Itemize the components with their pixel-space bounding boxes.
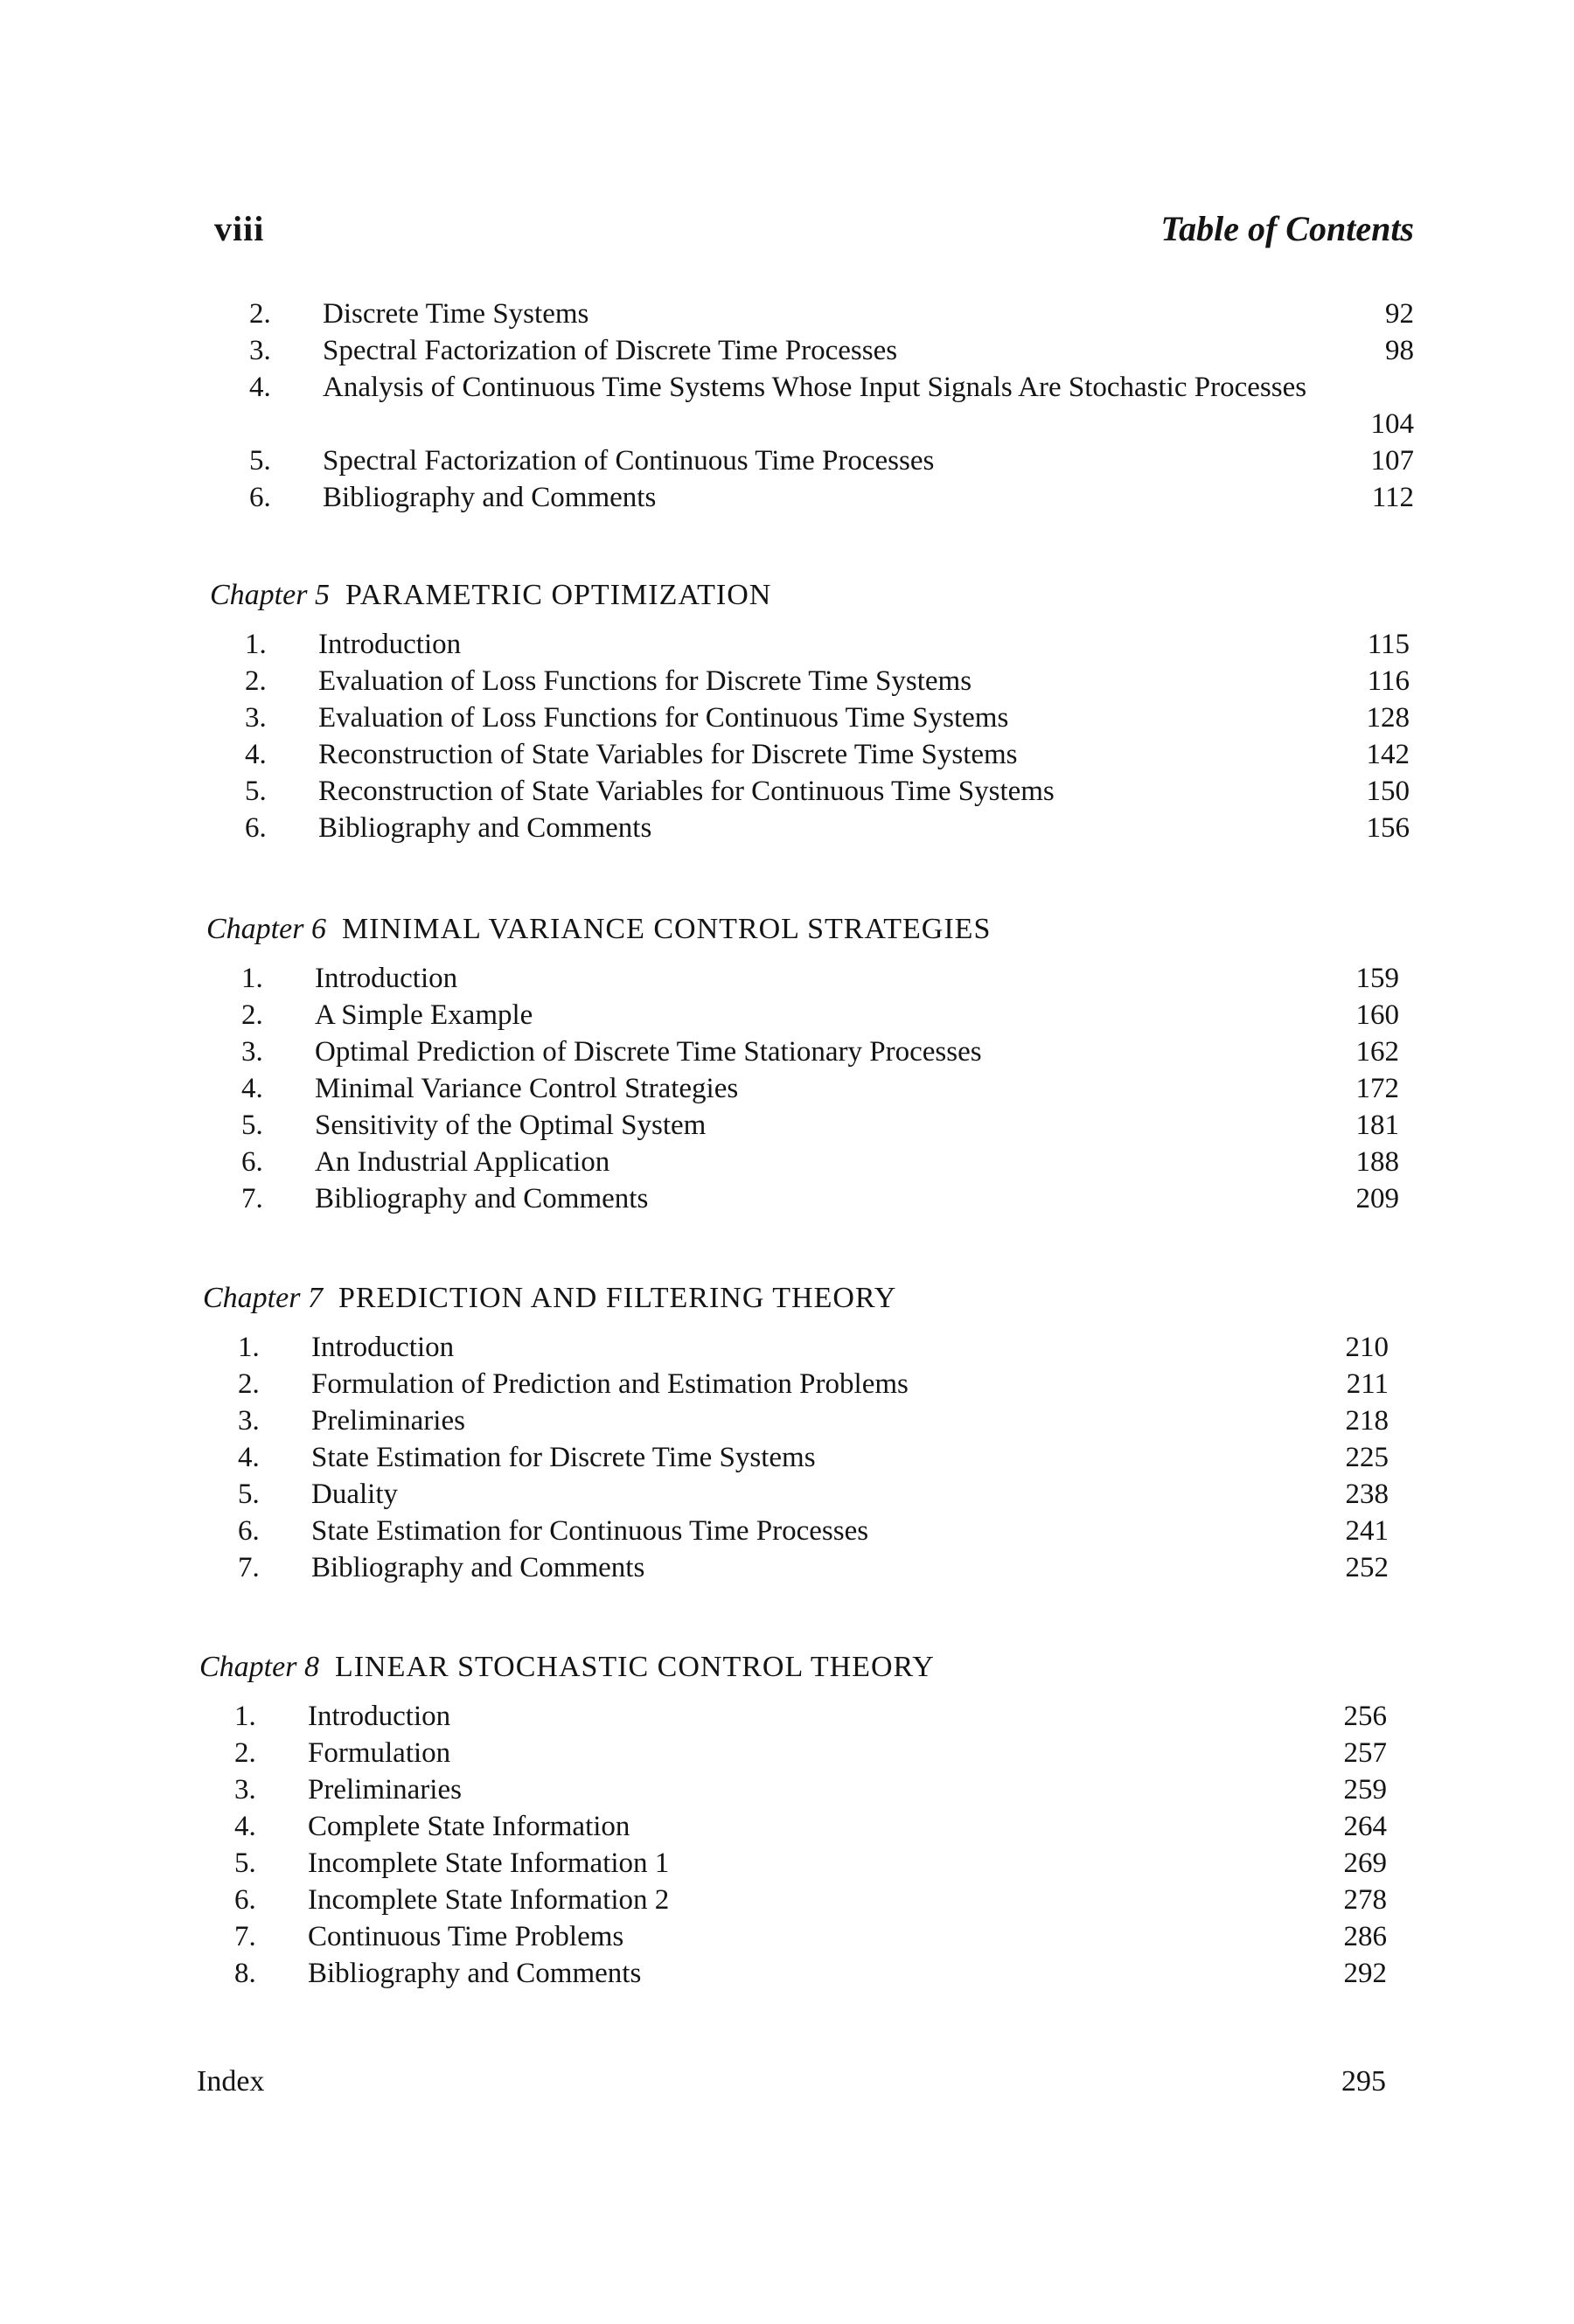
chapter-heading bbox=[206, 911, 1399, 948]
toc-entry bbox=[210, 810, 1410, 846]
entry-page: 142 bbox=[1366, 739, 1410, 770]
page-number: viii bbox=[214, 209, 265, 248]
chapter-entries bbox=[203, 1329, 1389, 1586]
entry-title: Reconstruction of State Variables for Discrete Time Systems bbox=[318, 739, 1018, 770]
entry-page: 160 bbox=[1355, 999, 1399, 1031]
chapter-title: PARAMETRIC OPTIMIZATION bbox=[345, 579, 772, 611]
toc-entry bbox=[203, 1402, 1389, 1439]
entry-page: 172 bbox=[1355, 1073, 1399, 1104]
entry-number: 4. bbox=[241, 1073, 263, 1104]
entry-number: 4. bbox=[249, 372, 271, 403]
entry-title: Continuous Time Problems bbox=[308, 1921, 624, 1952]
toc-entry bbox=[199, 1808, 1387, 1845]
toc-entry bbox=[214, 332, 1414, 369]
entry-title: Spectral Factorization of Continuous Time Processes bbox=[323, 445, 935, 477]
entry-page: 188 bbox=[1355, 1146, 1399, 1178]
entry-page: 115 bbox=[1367, 629, 1410, 660]
entry-title: Bibliography and Comments bbox=[311, 1552, 645, 1583]
entry-number: 5. bbox=[234, 1847, 256, 1879]
entry-number: 4. bbox=[245, 739, 267, 770]
entry-title: Incomplete State Information 2 bbox=[308, 1884, 670, 1916]
entry-page: 210 bbox=[1345, 1332, 1389, 1363]
chapter-label: Chapter 5 bbox=[210, 579, 330, 611]
entry-page: 211 bbox=[1346, 1368, 1389, 1400]
entry-title: Bibliography and Comments bbox=[315, 1183, 649, 1214]
chapter-section bbox=[203, 1280, 1389, 1586]
running-title: Table of Contents bbox=[1160, 209, 1414, 248]
entry-page: 256 bbox=[1343, 1701, 1387, 1732]
entry-number: 7. bbox=[241, 1183, 263, 1214]
toc-entry bbox=[206, 1144, 1399, 1180]
toc-entry bbox=[214, 442, 1414, 479]
entry-page: 112 bbox=[1371, 482, 1414, 513]
entry-title: Introduction bbox=[318, 629, 462, 660]
entry-number: 5. bbox=[241, 1110, 263, 1141]
entry-title: Optimal Prediction of Discrete Time Stationary Processes bbox=[315, 1036, 982, 1068]
entry-number: 2. bbox=[241, 999, 263, 1031]
toc-entry bbox=[210, 626, 1410, 663]
entry-page: 150 bbox=[1366, 776, 1410, 807]
entry-page: 116 bbox=[1367, 665, 1410, 697]
toc-entry bbox=[210, 736, 1410, 773]
entry-number: 3. bbox=[234, 1774, 256, 1806]
entry-number: 3. bbox=[238, 1405, 260, 1437]
entry-number: 6. bbox=[249, 482, 271, 513]
entry-title: Minimal Variance Control Strategies bbox=[315, 1073, 739, 1104]
toc-entry bbox=[199, 1698, 1387, 1735]
entry-number: 8. bbox=[234, 1958, 256, 1989]
entry-title: Reconstruction of State Variables for Continuous Time Systems bbox=[318, 776, 1055, 807]
chapter-heading bbox=[199, 1649, 1387, 1686]
entry-page: 238 bbox=[1345, 1479, 1389, 1510]
toc-entry bbox=[199, 1918, 1387, 1955]
entry-title: Preliminaries bbox=[308, 1774, 462, 1806]
entry-number: 6. bbox=[234, 1884, 256, 1916]
toc-entry bbox=[199, 1845, 1387, 1882]
entry-title: Complete State Information bbox=[308, 1811, 630, 1842]
entry-page: 264 bbox=[1343, 1811, 1387, 1842]
toc-entry bbox=[214, 479, 1414, 516]
entry-number: 3. bbox=[249, 335, 271, 366]
chapter-label: Chapter 6 bbox=[206, 913, 326, 945]
entry-number: 5. bbox=[238, 1479, 260, 1510]
chapter-heading bbox=[203, 1280, 1389, 1317]
entry-number: 2. bbox=[234, 1737, 256, 1769]
entry-title: State Estimation for Discrete Time Systems bbox=[311, 1442, 816, 1473]
chapter-title: LINEAR STOCHASTIC CONTROL THEORY bbox=[334, 1651, 935, 1683]
entry-number: 1. bbox=[241, 963, 263, 994]
entry-title: Bibliography and Comments bbox=[308, 1958, 642, 1989]
toc-entry bbox=[203, 1439, 1389, 1476]
entry-page: 252 bbox=[1345, 1552, 1389, 1583]
index-label: Index bbox=[197, 2065, 265, 2098]
toc-entry bbox=[203, 1513, 1389, 1549]
toc-entry bbox=[210, 663, 1410, 699]
entry-page: 259 bbox=[1343, 1774, 1387, 1806]
entry-title: Sensitivity of the Optimal System bbox=[315, 1110, 707, 1141]
entry-title: Evaluation of Loss Functions for Discrete Time Systems bbox=[318, 665, 972, 697]
entry-number: 1. bbox=[238, 1332, 260, 1363]
chapter-section bbox=[199, 1649, 1387, 1992]
toc-entry bbox=[210, 773, 1410, 810]
entry-title: Preliminaries bbox=[311, 1405, 465, 1437]
entry-number: 7. bbox=[234, 1921, 256, 1952]
entry-title: Formulation bbox=[308, 1737, 451, 1769]
entry-number: 2. bbox=[249, 298, 271, 330]
entry-page: 104 bbox=[1370, 408, 1414, 440]
toc-entry bbox=[206, 997, 1399, 1033]
entry-number: 2. bbox=[245, 665, 267, 697]
entry-number: 4. bbox=[238, 1442, 260, 1473]
toc-entry bbox=[203, 1329, 1389, 1366]
chapter-label: Chapter 7 bbox=[203, 1282, 323, 1314]
running-head bbox=[214, 208, 1414, 257]
entry-title: Introduction bbox=[315, 963, 458, 994]
chapter-title: MINIMAL VARIANCE CONTROL STRATEGIES bbox=[341, 913, 992, 945]
toc-entry bbox=[214, 296, 1414, 332]
entry-number: 2. bbox=[238, 1368, 260, 1400]
chapter-entries bbox=[210, 626, 1410, 846]
entry-number: 5. bbox=[249, 445, 271, 477]
toc-entry bbox=[206, 1070, 1399, 1107]
entry-page: 278 bbox=[1343, 1884, 1387, 1916]
entry-title: Bibliography and Comments bbox=[318, 812, 652, 844]
chapter-section bbox=[210, 577, 1410, 846]
entry-page: 286 bbox=[1343, 1921, 1387, 1952]
index-entry bbox=[197, 2062, 1386, 2102]
entry-title: Introduction bbox=[311, 1332, 455, 1363]
toc-entry bbox=[206, 1107, 1399, 1144]
chapter-heading bbox=[210, 577, 1410, 614]
toc-entry bbox=[199, 1735, 1387, 1771]
chapter-label: Chapter 8 bbox=[199, 1651, 319, 1683]
entry-title: An Industrial Application bbox=[315, 1146, 610, 1178]
chapter-section bbox=[206, 911, 1399, 1217]
entry-page: 292 bbox=[1343, 1958, 1387, 1989]
entry-number: 7. bbox=[238, 1552, 260, 1583]
entry-number: 6. bbox=[241, 1146, 263, 1178]
entry-title: Incomplete State Information 1 bbox=[308, 1847, 670, 1879]
entry-title: Introduction bbox=[308, 1701, 451, 1732]
entry-title: State Estimation for Continuous Time Processes bbox=[311, 1515, 869, 1547]
toc-entry bbox=[203, 1476, 1389, 1513]
entry-page: 162 bbox=[1355, 1036, 1399, 1068]
entry-title: Formulation of Prediction and Estimation Problems bbox=[311, 1368, 909, 1400]
entry-page: 241 bbox=[1345, 1515, 1389, 1547]
entry-title: Evaluation of Loss Functions for Continuous Time Systems bbox=[318, 702, 1009, 734]
entry-page: 159 bbox=[1355, 963, 1399, 994]
toc-entry bbox=[210, 699, 1410, 736]
entry-page: 98 bbox=[1385, 335, 1414, 366]
entry-page: 107 bbox=[1370, 445, 1414, 477]
entry-number: 3. bbox=[245, 702, 267, 734]
entry-page: 218 bbox=[1345, 1405, 1389, 1437]
toc-entry bbox=[199, 1955, 1387, 1992]
entry-number: 3. bbox=[241, 1036, 263, 1068]
entry-page: 257 bbox=[1343, 1737, 1387, 1769]
entry-title: Discrete Time Systems bbox=[323, 298, 589, 330]
entry-number: 1. bbox=[245, 629, 267, 660]
toc-entry bbox=[203, 1549, 1389, 1586]
entry-page: 181 bbox=[1355, 1110, 1399, 1141]
toc-entry bbox=[206, 1180, 1399, 1217]
toc-entry bbox=[206, 960, 1399, 997]
entry-title: Duality bbox=[311, 1479, 398, 1510]
entry-number: 6. bbox=[238, 1515, 260, 1547]
chapter-entries bbox=[206, 960, 1399, 1217]
entry-title: Spectral Factorization of Discrete Time Processes bbox=[323, 335, 898, 366]
entry-page: 128 bbox=[1366, 702, 1410, 734]
entry-number: 6. bbox=[245, 812, 267, 844]
entry-page: 225 bbox=[1345, 1442, 1389, 1473]
toc-entry bbox=[206, 1033, 1399, 1070]
entry-number: 4. bbox=[234, 1811, 256, 1842]
index-page: 295 bbox=[1341, 2065, 1386, 2098]
entry-title: Analysis of Continuous Time Systems Whose Input Signals Are Stochastic Processes bbox=[323, 372, 1307, 403]
entry-page: 156 bbox=[1366, 812, 1410, 844]
toc-entry bbox=[199, 1882, 1387, 1918]
toc-entry bbox=[203, 1366, 1389, 1402]
entry-number: 5. bbox=[245, 776, 267, 807]
entry-number: 1. bbox=[234, 1701, 256, 1732]
toc-entry bbox=[214, 369, 1414, 442]
entry-page: 269 bbox=[1343, 1847, 1387, 1879]
entry-title: Bibliography and Comments bbox=[323, 482, 657, 513]
toc-entry bbox=[199, 1771, 1387, 1808]
entry-page: 92 bbox=[1385, 298, 1414, 330]
chapter-entries bbox=[199, 1698, 1387, 1992]
entry-title: A Simple Example bbox=[315, 999, 533, 1031]
chapter-title: PREDICTION AND FILTERING THEORY bbox=[338, 1282, 897, 1314]
entry-page: 209 bbox=[1355, 1183, 1399, 1214]
continued-section bbox=[214, 296, 1414, 516]
